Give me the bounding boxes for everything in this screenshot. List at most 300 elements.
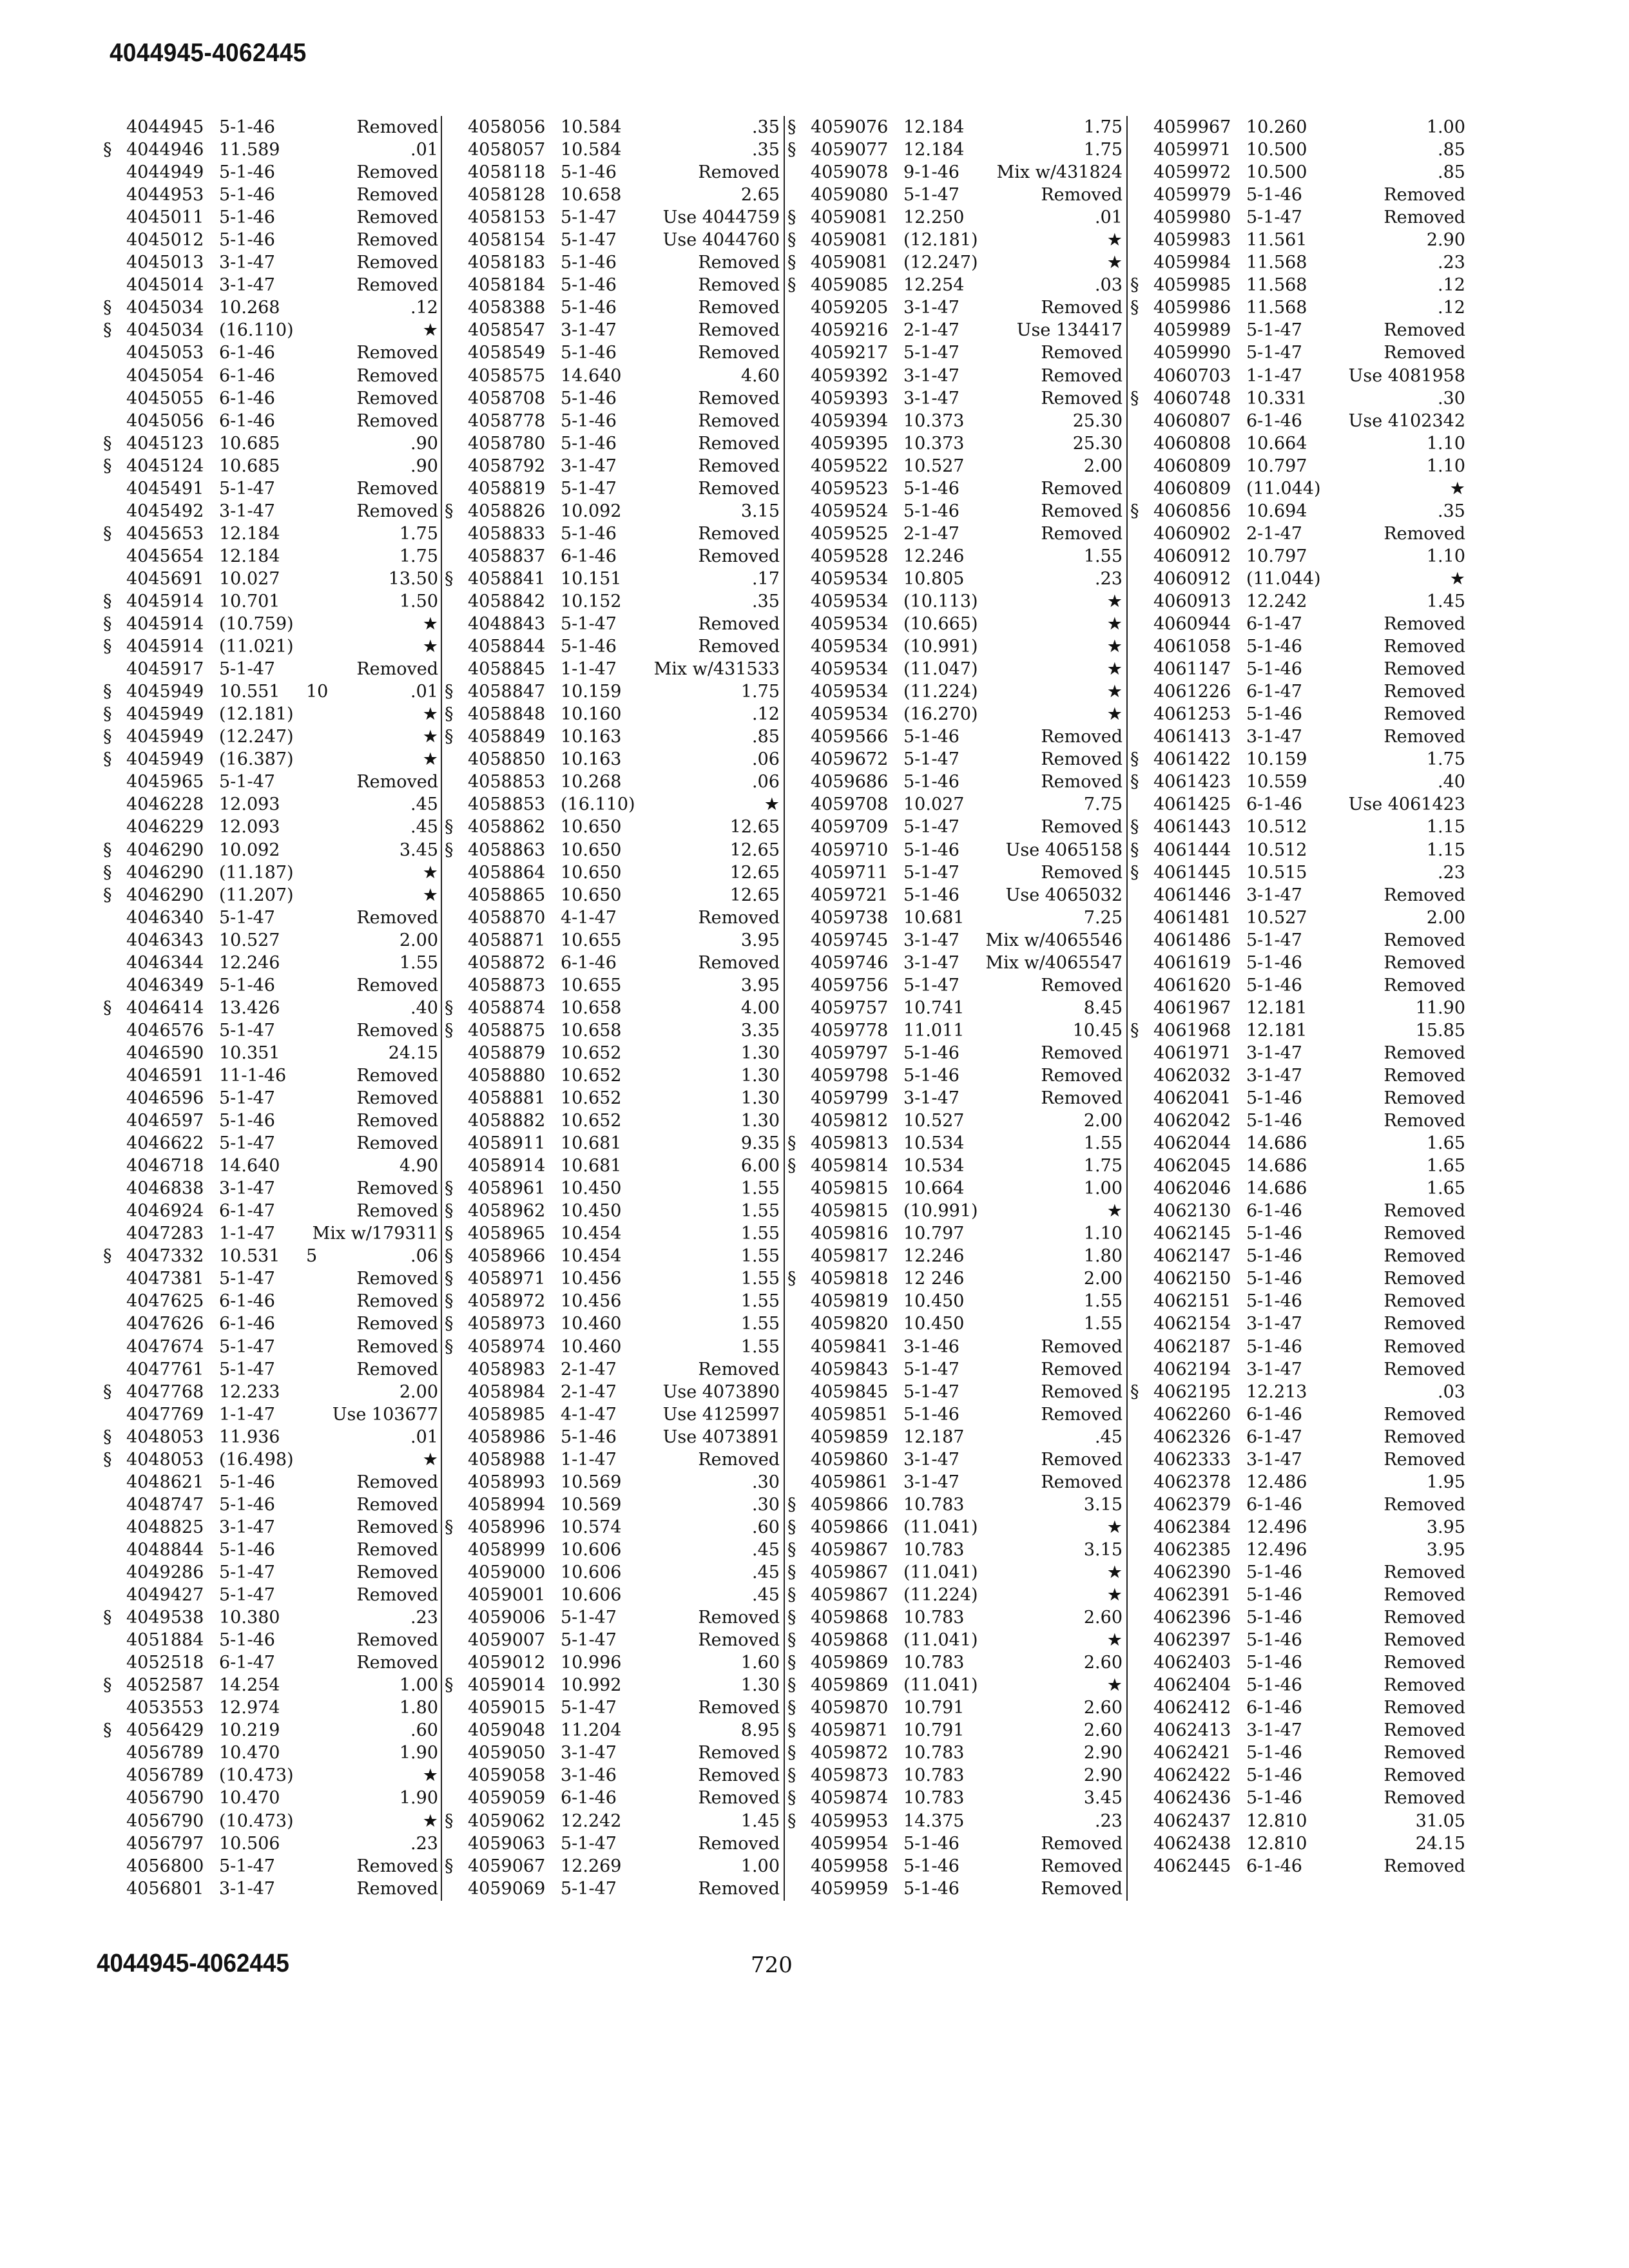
listing-row — [1130, 341, 1465, 364]
item-value: 10.163 — [561, 749, 622, 770]
listing-row — [787, 432, 1123, 455]
listing-row — [103, 1245, 438, 1267]
item-number: 4062194 — [1153, 1359, 1231, 1379]
item-number: 4045014 — [126, 275, 204, 296]
item-status: 3.95 — [740, 975, 780, 995]
item-number: 4062045 — [1153, 1156, 1231, 1177]
item-number: 4049286 — [126, 1562, 204, 1582]
item-status: Removed — [1383, 343, 1465, 363]
item-number: 4047761 — [126, 1359, 204, 1379]
item-value: 10.160 — [561, 704, 622, 725]
item-value: 3-1-47 — [219, 1878, 275, 1899]
item-status: .90 — [410, 456, 438, 476]
item-status: ★ — [422, 1765, 438, 1786]
listing-row — [1130, 410, 1465, 432]
item-value: 11.561 — [1246, 230, 1307, 251]
listing-row — [445, 952, 780, 974]
listing-row — [787, 861, 1123, 884]
listing-row — [1130, 680, 1465, 703]
item-status: .90 — [410, 433, 438, 454]
listing-row — [1130, 1651, 1465, 1674]
item-status: Removed — [698, 1698, 780, 1718]
item-value: 10.506 — [219, 1833, 280, 1854]
listing-column-body — [787, 116, 1123, 1900]
item-number: 4059078 — [811, 162, 889, 183]
item-status: Removed — [1383, 1494, 1465, 1515]
item-value: (11.041) — [903, 1517, 978, 1537]
item-value: 5-1-46 — [219, 1111, 275, 1131]
item-value: 10.741 — [903, 997, 965, 1018]
item-status: .23 — [1438, 253, 1465, 273]
item-number: 4059799 — [811, 1088, 889, 1109]
section-mark: § — [103, 1246, 112, 1267]
item-number: 4059067 — [468, 1856, 546, 1876]
item-number: 4058961 — [468, 1178, 546, 1199]
item-value: 6-1-47 — [1246, 1427, 1302, 1447]
item-number: 4061425 — [1153, 794, 1231, 815]
item-status: Removed — [698, 1833, 780, 1854]
section-mark: § — [445, 1178, 454, 1199]
item-status: 1.10 — [1426, 456, 1465, 476]
item-value: 3-1-47 — [1246, 1043, 1302, 1063]
section-mark: § — [445, 682, 454, 702]
listing-row — [445, 1832, 780, 1855]
item-status: 1.45 — [1426, 591, 1465, 611]
listing-row — [103, 1674, 438, 1696]
item-number: 4062145 — [1153, 1224, 1231, 1244]
item-number: 4056790 — [126, 1811, 204, 1831]
listing-row — [445, 884, 780, 907]
section-mark: § — [445, 1020, 454, 1041]
item-number: 4062421 — [1153, 1743, 1231, 1763]
item-number: 4059738 — [811, 907, 889, 928]
item-value: 2-1-47 — [561, 1381, 617, 1402]
listing-row — [445, 1606, 780, 1629]
item-value: 10.783 — [903, 1765, 965, 1786]
item-value: 10.783 — [903, 1653, 965, 1673]
listing-row — [445, 1674, 780, 1696]
item-number: 4059868 — [811, 1630, 889, 1651]
item-number: 4061968 — [1153, 1020, 1231, 1041]
item-number: 4060809 — [1153, 478, 1231, 499]
item-status: Removed — [1383, 1427, 1465, 1447]
item-number: 4059392 — [811, 365, 889, 386]
item-status: 1.30 — [740, 1065, 780, 1086]
item-status: 3.45 — [399, 840, 438, 860]
item-status: .40 — [410, 997, 438, 1018]
section-mark: § — [787, 1517, 796, 1537]
item-status: .23 — [410, 1833, 438, 1854]
listing-row — [1130, 1403, 1465, 1426]
listing-row — [445, 703, 780, 726]
item-status: Removed — [356, 1359, 438, 1379]
item-status: Removed — [1383, 704, 1465, 725]
item-status: 1.60 — [740, 1653, 780, 1673]
item-status: .01 — [410, 682, 438, 702]
listing-row — [1130, 477, 1465, 500]
listing-row — [445, 229, 780, 251]
section-mark: § — [787, 1269, 796, 1289]
item-status: 2.00 — [399, 930, 438, 950]
item-status: 2.60 — [1083, 1698, 1123, 1718]
item-status: Removed — [698, 1449, 780, 1470]
item-number: 4059081 — [811, 207, 889, 228]
item-status: Removed — [1041, 1336, 1123, 1357]
listing-row — [103, 274, 438, 296]
listing-row — [445, 793, 780, 816]
item-value: 6-1-46 — [219, 388, 275, 408]
item-number: 4045949 — [126, 704, 204, 725]
item-value: 5-1-46 — [1246, 1562, 1302, 1582]
item-status: Removed — [356, 1494, 438, 1515]
item-value: 10.606 — [561, 1562, 622, 1582]
item-number: 4060912 — [1153, 568, 1231, 589]
item-value: 5-1-47 — [219, 1088, 275, 1109]
listing-row — [445, 1064, 780, 1087]
listing-row — [787, 974, 1123, 997]
item-status: Removed — [1383, 1562, 1465, 1582]
item-number: 4045914 — [126, 637, 204, 657]
item-value: 10.996 — [561, 1653, 622, 1673]
listing-row — [1130, 1787, 1465, 1809]
item-value: 14.640 — [219, 1156, 280, 1177]
item-status: Removed — [698, 546, 780, 566]
item-value: 6-1-47 — [1246, 614, 1302, 635]
item-number: 4059721 — [811, 885, 889, 905]
item-status: 12.65 — [729, 862, 780, 883]
listing-row — [787, 206, 1123, 229]
listing-row — [445, 1358, 780, 1381]
listing-row — [787, 1696, 1123, 1719]
item-status: Removed — [1041, 1856, 1123, 1876]
item-value: 10.163 — [561, 727, 622, 747]
item-number: 4058847 — [468, 682, 546, 702]
listing-row — [103, 1742, 438, 1764]
item-status: Removed — [1383, 1788, 1465, 1809]
item-number: 4059867 — [811, 1585, 889, 1606]
item-value: (11.044) — [1246, 568, 1321, 589]
item-number: 4049427 — [126, 1585, 204, 1606]
item-number: 4058993 — [468, 1472, 546, 1492]
listing-row — [445, 635, 780, 658]
listing-row — [103, 319, 438, 341]
item-number: 4046343 — [126, 930, 204, 950]
item-status: 1.55 — [740, 1201, 780, 1222]
item-status: Removed — [1041, 1065, 1123, 1086]
item-value: 6-1-47 — [219, 1201, 275, 1222]
listing-row — [103, 748, 438, 771]
item-number: 4060807 — [1153, 410, 1231, 431]
item-value: 10.268 — [219, 298, 280, 318]
item-number: 4059566 — [811, 727, 889, 747]
item-value: 3-1-47 — [903, 1472, 959, 1492]
item-number: 4045917 — [126, 659, 204, 680]
listing-row — [103, 1516, 438, 1539]
listing-row — [1130, 1155, 1465, 1177]
item-value: (11.041) — [903, 1675, 978, 1696]
item-number: 4048053 — [126, 1427, 204, 1447]
listing-row — [787, 251, 1123, 274]
item-status: 1.75 — [399, 523, 438, 544]
listing-row — [1130, 1042, 1465, 1064]
listing-row — [103, 1381, 438, 1403]
item-number: 4058153 — [468, 207, 546, 228]
listing-row — [103, 568, 438, 590]
item-number: 4059534 — [811, 591, 889, 611]
item-number: 4062044 — [1153, 1133, 1231, 1154]
item-value: 10.534 — [903, 1133, 965, 1154]
item-number: 4061147 — [1153, 659, 1231, 680]
item-number: 4048621 — [126, 1472, 204, 1492]
item-status: .01 — [1095, 207, 1123, 228]
item-number: 4058848 — [468, 704, 546, 725]
section-mark: § — [103, 298, 112, 318]
item-value: 5-1-46 — [561, 388, 617, 408]
item-status: 1.30 — [740, 1043, 780, 1063]
listing-row — [445, 1222, 780, 1245]
item-value: 6-1-46 — [219, 410, 275, 431]
listing-row — [103, 771, 438, 793]
listing-row — [103, 793, 438, 816]
item-value: (16.270) — [903, 704, 978, 725]
item-status: 1.90 — [399, 1743, 438, 1763]
item-number: 4058853 — [468, 794, 546, 815]
item-value: 10.694 — [1246, 501, 1307, 521]
item-status: Removed — [356, 162, 438, 183]
listing-row — [787, 1832, 1123, 1855]
item-status: .06 — [752, 772, 780, 793]
item-value: 6-1-46 — [219, 1314, 275, 1334]
listing-row — [787, 680, 1123, 703]
item-status: Removed — [698, 343, 780, 363]
listing-row — [445, 613, 780, 635]
listing-row — [103, 1132, 438, 1155]
section-mark: § — [787, 1133, 796, 1154]
listing-row — [445, 161, 780, 184]
section-mark: § — [787, 253, 796, 273]
item-number: 4059059 — [468, 1788, 546, 1809]
item-value: 10.500 — [1246, 162, 1307, 183]
item-value: 4-1-47 — [561, 1404, 617, 1425]
item-number: 4052587 — [126, 1675, 204, 1696]
item-status: Use 4125997 — [662, 1404, 780, 1425]
item-value: 6-1-46 — [1246, 1404, 1302, 1425]
item-number: 4059534 — [811, 704, 889, 725]
item-status: .12 — [1438, 275, 1465, 296]
listing-row — [787, 952, 1123, 974]
listing-row — [103, 1222, 438, 1245]
item-value: 14.640 — [561, 365, 622, 386]
item-number: 4061445 — [1153, 862, 1231, 883]
listing-row — [445, 1267, 780, 1290]
item-status: ★ — [422, 885, 438, 905]
section-mark: § — [103, 727, 112, 747]
item-number: 4062412 — [1153, 1698, 1231, 1718]
item-value: (11.207) — [219, 885, 294, 905]
item-number: 4046344 — [126, 952, 204, 973]
listing-row — [1130, 1539, 1465, 1561]
item-value: 5-1-47 — [1246, 343, 1302, 363]
item-status: Removed — [698, 637, 780, 657]
item-status: Mix w/179311 — [312, 1224, 438, 1244]
item-value: 10.456 — [561, 1269, 622, 1289]
item-status: 2.65 — [740, 185, 780, 206]
item-value: 10.652 — [561, 1111, 622, 1131]
item-number: 4056789 — [126, 1765, 204, 1786]
item-number: 4059867 — [811, 1562, 889, 1582]
listing-row — [103, 1719, 438, 1742]
item-value: (11.021) — [219, 637, 294, 657]
section-mark: § — [445, 704, 454, 725]
listing-row — [103, 500, 438, 523]
item-value: 5-1-46 — [903, 478, 959, 499]
item-number: 4059866 — [811, 1517, 889, 1537]
item-value: 3-1-47 — [1246, 1065, 1302, 1086]
item-value: (11.047) — [903, 659, 978, 680]
item-status: 1.90 — [399, 1788, 438, 1809]
item-number: 4062333 — [1153, 1449, 1231, 1470]
item-number: 4058996 — [468, 1517, 546, 1537]
listing-row — [103, 1787, 438, 1809]
item-status: Removed — [356, 659, 438, 680]
listing-row — [445, 184, 780, 206]
listing-row — [1130, 1674, 1465, 1696]
item-value: 5-1-46 — [903, 1856, 959, 1876]
item-status: ★ — [422, 1811, 438, 1831]
listing-row — [103, 1651, 438, 1674]
listing-row — [787, 726, 1123, 748]
listing-row — [787, 1539, 1123, 1561]
item-number: 4059861 — [811, 1472, 889, 1492]
item-value: 10.992 — [561, 1675, 622, 1696]
listing-row — [445, 139, 780, 161]
item-value: 11.011 — [903, 1020, 965, 1041]
item-status: .01 — [410, 1427, 438, 1447]
listing-row — [1130, 116, 1465, 139]
item-status: Use 4065032 — [1005, 885, 1123, 905]
listing-row — [787, 1087, 1123, 1110]
item-number: 4047768 — [126, 1381, 204, 1402]
item-value: 10.373 — [903, 410, 965, 431]
item-status: Use 4044759 — [662, 207, 780, 228]
item-status: 1.65 — [1426, 1178, 1465, 1199]
item-value: 5-1-46 — [219, 1630, 275, 1651]
item-value: 5-1-47 — [903, 1359, 959, 1379]
item-status: Removed — [1383, 1088, 1465, 1109]
item-number: 4058911 — [468, 1133, 546, 1154]
listing-row — [103, 206, 438, 229]
item-value: 10.527 — [1246, 907, 1307, 928]
item-number: 4046290 — [126, 862, 204, 883]
listing-row — [103, 884, 438, 907]
item-status: Removed — [1383, 1653, 1465, 1673]
item-number: 4059528 — [811, 546, 889, 566]
listing-row — [787, 929, 1123, 952]
item-value: 5-1-46 — [561, 1427, 617, 1447]
listing-row — [103, 432, 438, 455]
item-value: 10.805 — [903, 568, 965, 589]
item-status: Removed — [1041, 772, 1123, 793]
item-value: 12.242 — [561, 1811, 622, 1831]
item-status: .45 — [752, 1585, 780, 1606]
item-value: 12.184 — [903, 117, 965, 137]
listing-row — [787, 229, 1123, 251]
item-status: 2.00 — [1083, 1269, 1123, 1289]
item-status: Removed — [1383, 207, 1465, 228]
listing-row — [1130, 568, 1465, 590]
listing-row — [787, 613, 1123, 635]
item-value: 3-1-47 — [1246, 885, 1302, 905]
item-number: 4059953 — [811, 1811, 889, 1831]
item-status: Removed — [1383, 975, 1465, 995]
item-status: Removed — [356, 388, 438, 408]
item-status: Removed — [1041, 1043, 1123, 1063]
item-value: 10.460 — [561, 1336, 622, 1357]
item-number: 4045056 — [126, 410, 204, 431]
listing-row — [787, 1336, 1123, 1358]
item-status: Removed — [1041, 1088, 1123, 1109]
item-status: Removed — [1383, 1043, 1465, 1063]
item-number: 4062445 — [1153, 1856, 1231, 1876]
listing-row — [1130, 1132, 1465, 1155]
item-value: (10.759) — [219, 614, 294, 635]
item-status: .17 — [752, 568, 780, 589]
item-number: 4058549 — [468, 343, 546, 363]
item-status: Removed — [1041, 388, 1123, 408]
item-number: 4058708 — [468, 388, 546, 408]
listing-row — [445, 296, 780, 319]
section-mark: § — [787, 1585, 796, 1606]
item-number: 4059816 — [811, 1224, 889, 1244]
listing-row — [445, 1878, 780, 1900]
item-number: 4062379 — [1153, 1494, 1231, 1515]
item-value: 5-1-47 — [219, 1269, 275, 1289]
item-status: ★ — [1106, 704, 1123, 725]
item-value: 12.486 — [1246, 1472, 1307, 1492]
item-value: 3-1-47 — [1246, 727, 1302, 747]
item-status: ★ — [1106, 1562, 1123, 1582]
item-value: 5-1-46 — [219, 117, 275, 137]
item-number: 4059868 — [811, 1608, 889, 1628]
section-mark: § — [445, 1675, 454, 1696]
item-number: 4059080 — [811, 185, 889, 206]
item-value: 12.269 — [561, 1856, 622, 1876]
item-status: Use 4061423 — [1348, 794, 1465, 815]
item-number: 4059048 — [468, 1720, 546, 1741]
item-value: 9-1-46 — [903, 162, 959, 183]
listing-row — [787, 771, 1123, 793]
listing-row — [1130, 1742, 1465, 1764]
item-value: 10.531 — [219, 1246, 280, 1267]
item-value: 5-1-46 — [903, 1404, 959, 1425]
item-value: 10.470 — [219, 1743, 280, 1763]
item-number: 4052518 — [126, 1653, 204, 1673]
item-number: 4062187 — [1153, 1336, 1231, 1357]
item-value: 5-1-47 — [561, 1833, 617, 1854]
listing-row — [445, 477, 780, 500]
item-status: Removed — [1383, 1743, 1465, 1763]
listing-row — [787, 703, 1123, 726]
item-status: Removed — [356, 1517, 438, 1537]
item-status: Removed — [1383, 1111, 1465, 1131]
item-value: 10.454 — [561, 1246, 622, 1267]
section-mark: § — [787, 1608, 796, 1628]
item-value: 11.936 — [219, 1427, 280, 1447]
item-value: 12.093 — [219, 817, 280, 838]
item-number: 4059954 — [811, 1833, 889, 1854]
section-mark: § — [787, 230, 796, 251]
item-number: 4059069 — [468, 1878, 546, 1899]
